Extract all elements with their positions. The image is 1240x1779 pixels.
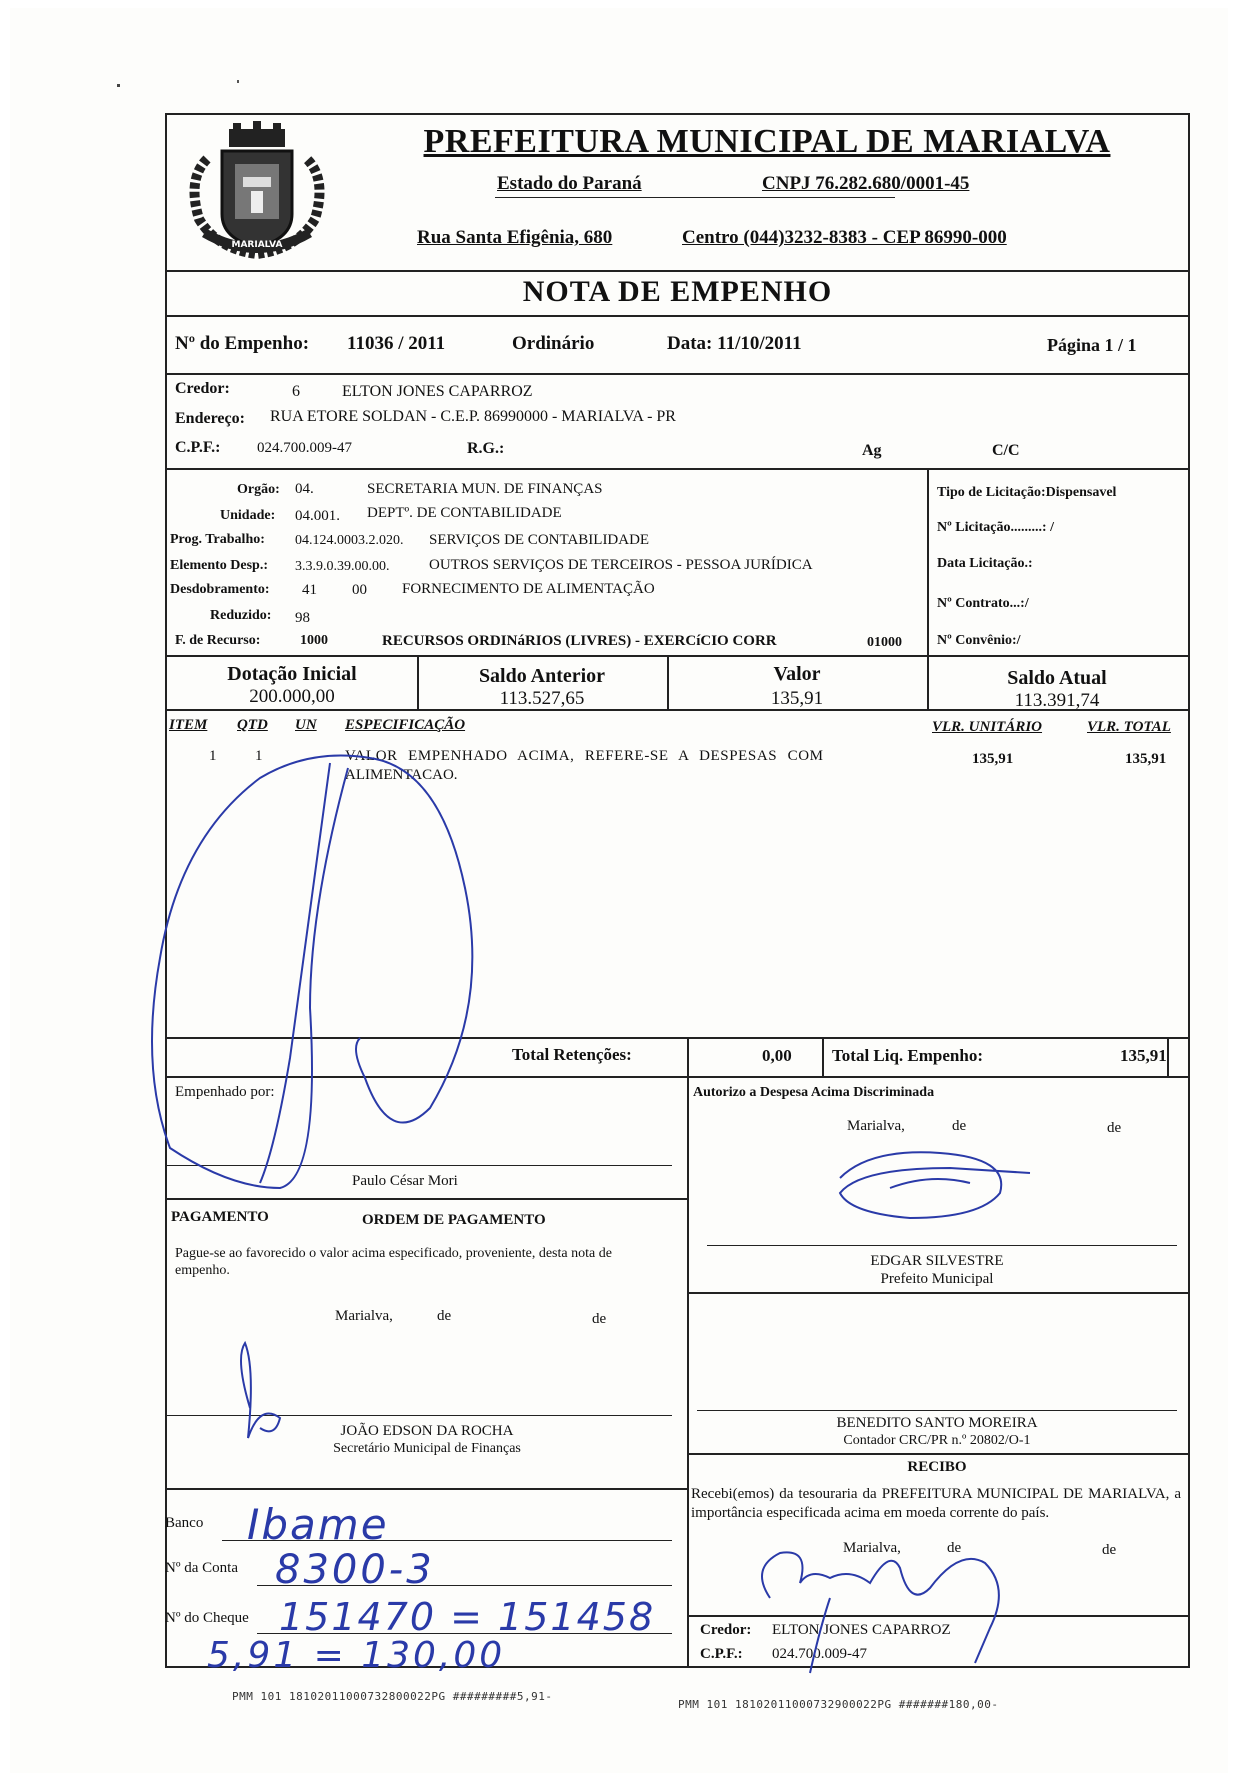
signature-line	[707, 1245, 1177, 1246]
desd: FORNECIMENTO DE ALIMENTAÇÃO	[402, 581, 655, 597]
speck	[117, 84, 120, 87]
cpf-label: C.P.F.:	[175, 439, 221, 456]
saldo-atual-value: 113.391,74	[1014, 690, 1100, 711]
cc-label: C/C	[992, 442, 1020, 459]
form-frame	[165, 113, 1190, 1676]
autorizo-label: Autorizo a Despesa Acima Discriminada	[693, 1085, 935, 1100]
recibo-de1: de	[947, 1540, 962, 1556]
recibo-place: Marialva,	[843, 1540, 901, 1556]
rec: RECURSOS ORDINáRIOS (LIVRES) - EXERCíCIO CORR	[382, 633, 777, 649]
divider	[167, 373, 1188, 375]
divider	[167, 270, 1188, 272]
recibo-credor-name: ELTON JONES CAPARROZ	[772, 1622, 951, 1638]
prog-label: Prog. Trabalho:	[170, 532, 265, 547]
red: 98	[295, 610, 310, 626]
credor-code: 6	[292, 383, 300, 400]
footer-code-left: PMM 101 18102011000732800022PG #########5,91-	[232, 1690, 553, 1703]
autorizo-de2: de	[1107, 1120, 1122, 1136]
recibo-title: RECIBO	[907, 1459, 967, 1475]
valor-label: Valor	[773, 663, 821, 685]
recibo-text: Recebi(emos) da tesouraria da PREFEITURA MUNICIPAL DE MARIALVA, a importância especificada acima em moeda corrente do país.	[691, 1486, 1181, 1521]
elem: OUTROS SERVIÇOS DE TERCEIROS - PESSOA JURÍDICA	[429, 557, 813, 573]
pagamento-label: PAGAMENTO	[171, 1209, 269, 1225]
divider	[687, 1037, 689, 1077]
elem-label: Elemento Desp.:	[170, 558, 268, 573]
divider	[927, 468, 929, 655]
divider	[822, 1037, 824, 1077]
credor-address: RUA ETORE SOLDAN - C.E.P. 86990000 - MARIALVA - PR	[270, 408, 676, 425]
recibo-cpf-label: C.P.F.:	[700, 1646, 743, 1662]
banco-label: Banco	[165, 1515, 204, 1531]
unidade-label: Unidade:	[220, 508, 276, 523]
rec-code: 1000	[300, 633, 328, 648]
licitacao-tipo: Tipo de Licitação:Dispensavel	[937, 485, 1117, 500]
divider	[687, 1076, 689, 1666]
conta-label: Nº da Conta	[165, 1560, 238, 1576]
orgao: SECRETARIA MUN. DE FINANÇAS	[367, 481, 603, 497]
prog: SERVIÇOS DE CONTABILIDADE	[429, 532, 650, 548]
divider	[167, 1037, 1188, 1039]
row-item: 1	[209, 748, 217, 764]
header-district-phone: Centro (044)3232-8383 - CEP 86990-000	[682, 227, 1007, 248]
liquido-label: Total Liq. Empenho:	[832, 1046, 983, 1065]
speck	[237, 80, 239, 83]
col-espec: ESPECIFICAÇÃO	[345, 717, 466, 733]
contador-title: Contador CRC/PR n.º 20802/O-1	[843, 1433, 1031, 1448]
ag-label: Ag	[862, 442, 882, 459]
header-address: Rua Santa Efigênia, 680	[417, 227, 613, 248]
empenho-type: Ordinário	[512, 333, 595, 354]
orgao-label: Orgão:	[237, 482, 280, 497]
banco-handwritten: Ibame	[247, 1500, 389, 1549]
empenho-number: 11036 / 2011	[347, 333, 446, 354]
conta-handwritten: 8300-3	[275, 1547, 435, 1593]
orgao-code: 04.	[295, 481, 314, 497]
ordem-de1: de	[437, 1308, 452, 1324]
ordem-label: ORDEM DE PAGAMENTO	[362, 1212, 546, 1228]
contador-name: BENEDITO SANTO MOREIRA	[836, 1415, 1038, 1431]
col-unit: VLR. UNITÁRIO	[932, 719, 1043, 735]
ordem-place: Marialva,	[335, 1308, 393, 1324]
ordem-de2: de	[592, 1311, 607, 1327]
divider	[1167, 1037, 1169, 1077]
recibo-credor-label: Credor:	[700, 1622, 752, 1638]
divider	[167, 315, 1188, 317]
signature-line	[697, 1410, 1177, 1411]
rec-label: F. de Recurso:	[175, 633, 261, 648]
cheque-label: Nº do Cheque	[165, 1610, 249, 1626]
prog-code: 04.124.0003.2.020.	[295, 533, 404, 548]
header-cnpj: CNPJ 76.282.680/0001-45	[762, 173, 970, 194]
empenho-date: Data: 11/10/2011	[667, 333, 802, 354]
dotacao-label: Dotação Inicial	[227, 663, 357, 685]
retencoes-value: 0,00	[762, 1046, 792, 1065]
credor-cpf: 024.700.009-47	[257, 440, 352, 456]
saldo-anterior-value: 113.527,65	[499, 688, 585, 709]
divider	[167, 709, 1188, 711]
col-total: VLR. TOTAL	[1087, 719, 1171, 735]
page-number: Página 1 / 1	[1047, 335, 1137, 355]
empenho-label: Nº do Empenho:	[175, 333, 310, 354]
desd-label: Desdobramento:	[170, 582, 270, 597]
row-desc: VALOR EMPENHADO ACIMA, REFERE-SE A DESPESAS COM	[345, 748, 824, 764]
divider	[167, 1488, 687, 1490]
licitacao-numero: Nº Licitação.........: /	[937, 520, 1054, 535]
desd-code1: 41	[302, 582, 317, 598]
doc-title: NOTA DE EMPENHO	[522, 275, 833, 308]
saldo-anterior-label: Saldo Anterior	[478, 665, 606, 687]
secretario-name: JOÃO EDSON DA ROCHA	[340, 1423, 514, 1439]
row-total: 135,91	[1125, 751, 1167, 767]
contrato: Nº Contrato...:/	[937, 596, 1029, 611]
saldo-atual-label: Saldo Atual	[1007, 667, 1107, 689]
prefeito-title: Prefeito Municipal	[880, 1271, 994, 1287]
desd-code2: 00	[352, 582, 367, 598]
svg-text:MARIALVA: MARIALVA	[231, 240, 283, 250]
col-un: UN	[295, 717, 317, 733]
signature-line	[167, 1165, 672, 1166]
secretario-title: Secretário Municipal de Finanças	[333, 1441, 521, 1456]
credor-label: Credor:	[175, 380, 230, 397]
rec-code2: 01000	[867, 635, 902, 650]
autorizo-place: Marialva,	[847, 1118, 905, 1134]
divider	[167, 1198, 687, 1200]
credor-name: ELTON JONES CAPARROZ	[342, 383, 533, 400]
divider	[167, 468, 1188, 470]
empenhado-label: Empenhado por:	[175, 1084, 275, 1100]
row-qtd: 1	[255, 748, 263, 764]
convenio: Nº Convênio:/	[937, 633, 1021, 648]
retencoes-label: Total Retenções:	[512, 1045, 632, 1064]
signature-line	[167, 1415, 672, 1416]
recibo-de2: de	[1102, 1542, 1117, 1558]
col-qtd: QTD	[237, 717, 268, 733]
header-state: Estado do Paraná	[497, 173, 642, 194]
cheque-handwritten: 151470 = 151458	[279, 1595, 656, 1639]
recibo-cpf: 024.700.009-47	[772, 1646, 867, 1662]
document-page	[10, 8, 1228, 1773]
header-title: PREFEITURA MUNICIPAL DE MARIALVA	[423, 123, 1111, 160]
coat-of-arms-logo	[177, 119, 337, 267]
unidade: DEPTº. DE CONTABILIDADE	[367, 505, 562, 521]
red-label: Reduzido:	[210, 608, 272, 623]
divider	[687, 1615, 1188, 1617]
rg-label: R.G.:	[467, 440, 505, 457]
unidade-code: 04.001.	[295, 508, 340, 524]
header-divider	[495, 197, 895, 198]
licitacao-data: Data Licitação.:	[937, 556, 1033, 571]
elem-code: 3.3.9.0.39.00.00.	[295, 559, 390, 574]
col-item: ITEM	[169, 717, 208, 733]
empenhado-name: Paulo César Mori	[352, 1173, 458, 1189]
footer-code-right: PMM 101 18102011000732900022PG #######180,00-	[678, 1698, 999, 1711]
row-desc-2: ALIMENTACAO.	[345, 767, 458, 783]
dotacao-value: 200.000,00	[249, 686, 335, 707]
autorizo-de1: de	[952, 1118, 967, 1134]
extra-handwritten: 5,91 = 130,00	[207, 1635, 506, 1676]
prefeito-name: EDGAR SILVESTRE	[870, 1253, 1004, 1269]
divider	[167, 1076, 1188, 1078]
divider	[687, 1453, 1188, 1455]
address-label: Endereço:	[175, 410, 245, 427]
pague-text: Pague-se ao favorecido o valor acima especificado, proveniente, desta nota de empenho.	[175, 1246, 612, 1278]
row-unit: 135,91	[972, 751, 1014, 767]
divider	[167, 655, 1188, 657]
liquido-value: 135,91	[1120, 1046, 1167, 1065]
divider	[687, 1292, 1188, 1294]
valor-value: 135,91	[770, 688, 824, 709]
